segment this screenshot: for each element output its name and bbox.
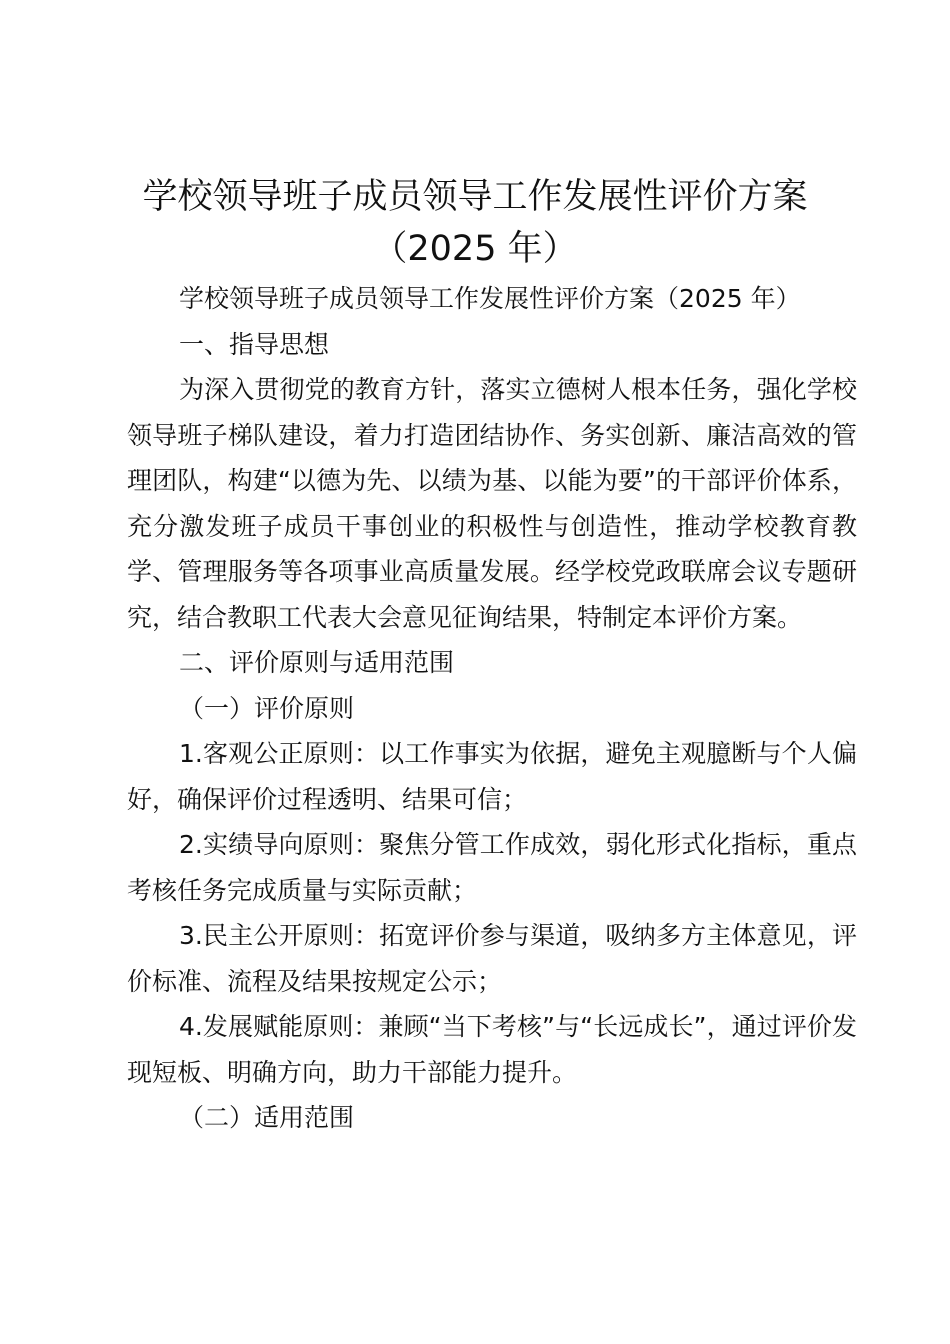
principle-item-performance: 2.实绩导向原则：聚焦分管工作成效，弱化形式化指标，重点考核任务完成质量与实际贡献； <box>127 830 857 905</box>
subtitle-paragraph: 学校领导班子成员领导工作发展性评价方案（2025 年） <box>179 284 801 313</box>
document-title: 学校领导班子成员领导工作发展性评价方案 <box>142 177 808 217</box>
subsection-heading-principles: （一）评价原则 <box>179 693 355 723</box>
principle-item-development: 4.发展赋能原则：兼顾“当下考核”与“长远成长”，通过评价发现短板、明确方向，助力干部能力提升。 <box>127 1012 857 1087</box>
subsection-heading-scope: （二）适用范围 <box>179 1103 355 1132</box>
section-heading-guiding-ideology: 一、指导思想 <box>179 329 330 359</box>
principle-item-democratic: 3.民主公开原则：拓宽评价参与渠道，吸纳多方主体意见，评价标准、流程及结果按规定公示； <box>127 921 857 996</box>
paragraph-guiding-ideology: 为深入贯彻党的教育方针，落实立德树人根本任务，强化学校领导班子梯队建设，着力打造团结协作、务实创新、廉洁高效的管理团队，构建“以德为先、以绩为基、以能为要”的干部评价体系，充分激发班子成员干事创业的积极性与创造性，推动学校教育教学、管理服务等各项事业高质量发展。经学校党政联席会议专题研究，结合教职工代表大会意见征询结果，特制定本评价方案。 <box>127 375 857 632</box>
section-heading-principles-scope: 二、评价原则与适用范围 <box>179 648 455 677</box>
document-body <box>127 276 857 1141</box>
document-title-year: （2025 年） <box>372 229 578 269</box>
principle-item-objective: 1.客观公正原则：以工作事实为依据，避免主观臆断与个人偏好，确保评价过程透明、结果可信； <box>127 739 857 814</box>
